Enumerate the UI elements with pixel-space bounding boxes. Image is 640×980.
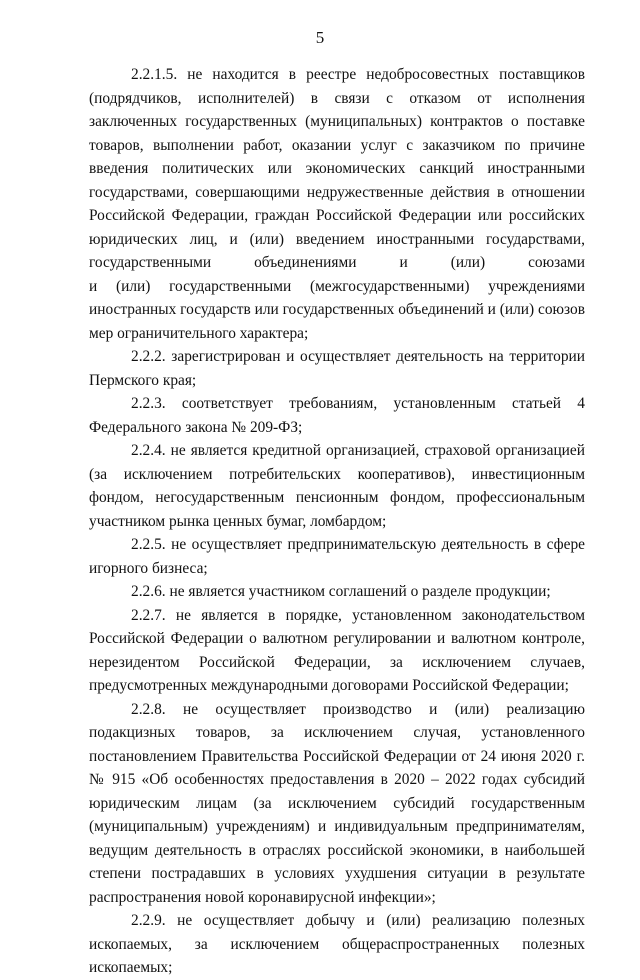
text-line: Федерального закона № 209-ФЗ; xyxy=(89,418,303,436)
text-line: 2.2.8. не осуществляет производство и (или) реализацию xyxy=(131,700,585,718)
paragraph xyxy=(89,580,585,604)
text-line: мер ограничительного характера; xyxy=(89,324,309,342)
text-line: 2.2.4. не является кредитной организацией, страховой организацией xyxy=(131,442,585,459)
text-line: 2.2.7. не является в порядке, установленном законодательством xyxy=(131,606,585,624)
paragraph xyxy=(89,698,585,910)
text-line: Российской Федерации, граждан Российской Федерации или российских xyxy=(89,207,585,224)
text-line: юридических лиц, и (или) введением иностранными государствами, xyxy=(89,230,585,248)
text-line: фондом, негосударственным пенсионным фондом, профессиональным xyxy=(89,489,585,506)
text-line: № 915 «Об особенностях предоставления в 2020 – 2022 годах субсидий xyxy=(89,771,585,788)
text-line: введения политических или экономических санкций иностранными xyxy=(89,160,585,177)
text-line: нерезидентом Российской Федерации, за исключением случаев, xyxy=(89,653,585,671)
text-line: подакцизных товаров, за исключением случая, установленного xyxy=(89,724,585,741)
text-line: иностранных государств или государственных объединений и (или) союзов xyxy=(89,301,585,318)
text-line: Пермского края; xyxy=(89,371,197,389)
text-line: 2.2.5. не осуществляет предпринимательскую деятельность в сфере xyxy=(131,536,585,553)
paragraph xyxy=(89,533,585,580)
text-line: игорного бизнеса; xyxy=(89,559,208,577)
text-line: государствами, совершающими недружественные действия в отношении xyxy=(89,183,585,201)
text-line: 2.2.3. соответствует требованиям, установленным статьей 4 xyxy=(131,395,585,412)
text-line: 2.2.9. не осуществляет добычу и (или) реализацию полезных xyxy=(131,912,585,929)
paragraph xyxy=(89,909,585,980)
text-line: (подрядчиков, исполнителей) в связи с отказом от исполнения xyxy=(89,89,585,107)
text-line: 2.2.1.5. не находится в реестре недобросовестных поставщиков xyxy=(131,66,585,83)
document-body xyxy=(89,63,585,980)
page-number: 5 xyxy=(315,28,325,47)
text-line: предусмотренных международными договорами Российской Федерации; xyxy=(89,677,569,694)
paragraph xyxy=(89,345,585,392)
paragraph xyxy=(89,439,585,533)
paragraph xyxy=(89,63,585,345)
text-line: заключенных государственных (муниципальных) контрактов о поставке xyxy=(89,113,585,130)
text-line: юридическим лицам (за исключением субсидий государственным xyxy=(89,794,585,812)
text-line: постановлением Правительства Российской Федерации от 24 июня 2020 г. xyxy=(89,747,585,765)
text-line: участником рынка ценных бумаг, ломбардом; xyxy=(89,512,387,530)
text-line: (за исключением потребительских кооперативов), инвестиционным xyxy=(89,465,585,483)
text-line: Российской Федерации о валютном регулировании и валютном контроле, xyxy=(89,630,585,647)
paragraph xyxy=(89,392,585,439)
text-line: степени пострадавших в условиях ухудшения ситуации в результате xyxy=(89,865,585,882)
text-line: ископаемых; xyxy=(89,959,173,976)
paragraph xyxy=(89,604,585,698)
text-line: и (или) государственными (межгосударственными) учреждениями xyxy=(89,277,585,295)
text-line: (муниципальным) учреждениям) и индивидуальным предпринимателям, xyxy=(89,818,585,835)
text-line: ископаемых, за исключением общераспространенных полезных xyxy=(89,935,585,953)
text-line: 2.2.2. зарегистрирован и осуществляет деятельность на территории xyxy=(131,348,585,365)
text-line: 2.2.6. не является участником соглашений о разделе продукции; xyxy=(131,583,551,600)
text-line: товаров, выполнении работ, оказании услуг с заказчиком по причине xyxy=(89,136,585,154)
text-line: ведущим деятельность в отраслях российской экономики, в наибольшей xyxy=(89,841,585,859)
text-line: государственными объединениями и (или) союзами xyxy=(89,254,585,271)
text-line: распространения новой коронавирусной инфекции»; xyxy=(89,888,436,906)
